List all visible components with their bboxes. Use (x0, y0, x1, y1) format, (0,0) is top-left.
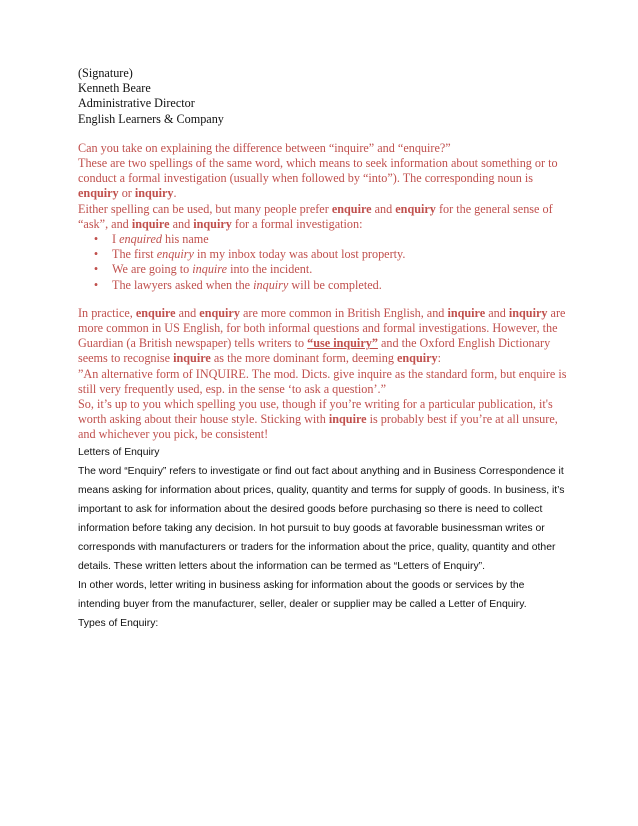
bullet-icon: • (93, 247, 99, 262)
answer-paragraph-4: So, it’s up to you which spelling you use, though if you’re writing for a particular publication, it's worth asking about their house style. Sticking with inquire is probably best if you’re at all unsure, and whichever you pick, be consistent! (78, 397, 558, 442)
bold-term: inquire (328, 412, 367, 427)
question-paragraph: Can you take on explaining the difference between “inquire” and “enquire?” (78, 140, 451, 155)
types-heading: Types of Enquiry: (78, 617, 159, 629)
bold-term: inquiry (134, 186, 174, 201)
letters-body: The word “Enquiry” refers to investigate or find out fact about anything and in Business Correspondence it means asking for information about prices, quality, quantity and terms for supply of goods. In business, it’s important to ask for information about the desired goods before purchasing so there is need to collect information before taking any decision. In hot pursuit to buy goods at favorable businessman writes or corresponds with manufacturers or traders for the information about the price, quality, quantity and other details. These written letters about the information can be termed as “Letters of Enquiry”. (78, 465, 565, 572)
bold-term: inquire (173, 351, 211, 366)
signature-line: (Signature) (78, 66, 133, 80)
answer-paragraph-2: Either spelling can be used, but many people prefer enquire and enquiry for the general sense of “ask”, and inquire and inquiry for a formal investigation: (78, 201, 553, 231)
contact-company: English Learners & Company (78, 111, 224, 126)
contact-block (78, 81, 568, 127)
letters-section (78, 443, 568, 633)
dictionary-quote: ”An alternative form of INQUIRE. The mod. Dicts. give inquire as the standard form, but enquire is still very frequently used, esp. in the sense ‘to ask a question’.” (78, 366, 567, 396)
list-item: • I enquired his name (90, 232, 568, 247)
bold-term: inquiry (508, 305, 548, 320)
list-item: • The first enquiry in my inbox today was about lost property. (90, 247, 568, 262)
bold-term: enquiry (199, 305, 240, 320)
bullet-icon: • (93, 262, 99, 277)
bold-term: enquiry (395, 201, 436, 216)
examples-list (78, 232, 568, 293)
letters-body-2: In other words, letter writing in business asking for information about the goods or services by the intending buyer from the manufacturer, seller, dealer or supplier may be called a Letter of Enquiry. (78, 579, 527, 610)
contact-title: Administrative Director (78, 96, 195, 111)
bold-term: enquire (331, 201, 372, 216)
answer-paragraph-3: In practice, enquire and enquiry are more common in British English, and inquire and inquiry are more common in US English, for both informal questions and formal investigations. However, the Guardian (a British newspaper) tells writers to “use inquiry” and the Oxford English Dictionary seems to recognise inquire as the more dominant form, deeming enquiry: (78, 305, 566, 366)
contact-name: Kenneth Beare (78, 81, 151, 96)
answer-paragraph-1: These are two spellings of the same word, which means to seek information about something or to conduct a formal investigation (usually when followed by “into”). The corresponding noun is enquiry or inquiry. (78, 156, 558, 201)
guardian-link[interactable]: “use inquiry” (307, 336, 378, 351)
letters-heading: Letters of Enquiry (78, 446, 160, 458)
letter-section (78, 66, 568, 443)
list-item: • The lawyers asked when the inquiry will be completed. (90, 278, 568, 293)
bold-term: enquire (135, 305, 176, 320)
bold-term: inquire (447, 305, 486, 320)
bold-term: inquire (131, 216, 170, 231)
bold-term: enquiry (78, 186, 119, 201)
bold-term: enquiry (396, 351, 438, 366)
list-item: • We are going to inquire into the incident. (90, 262, 568, 277)
bullet-icon: • (93, 277, 99, 292)
bold-term: inquiry (193, 216, 232, 231)
bullet-icon: • (93, 232, 99, 247)
